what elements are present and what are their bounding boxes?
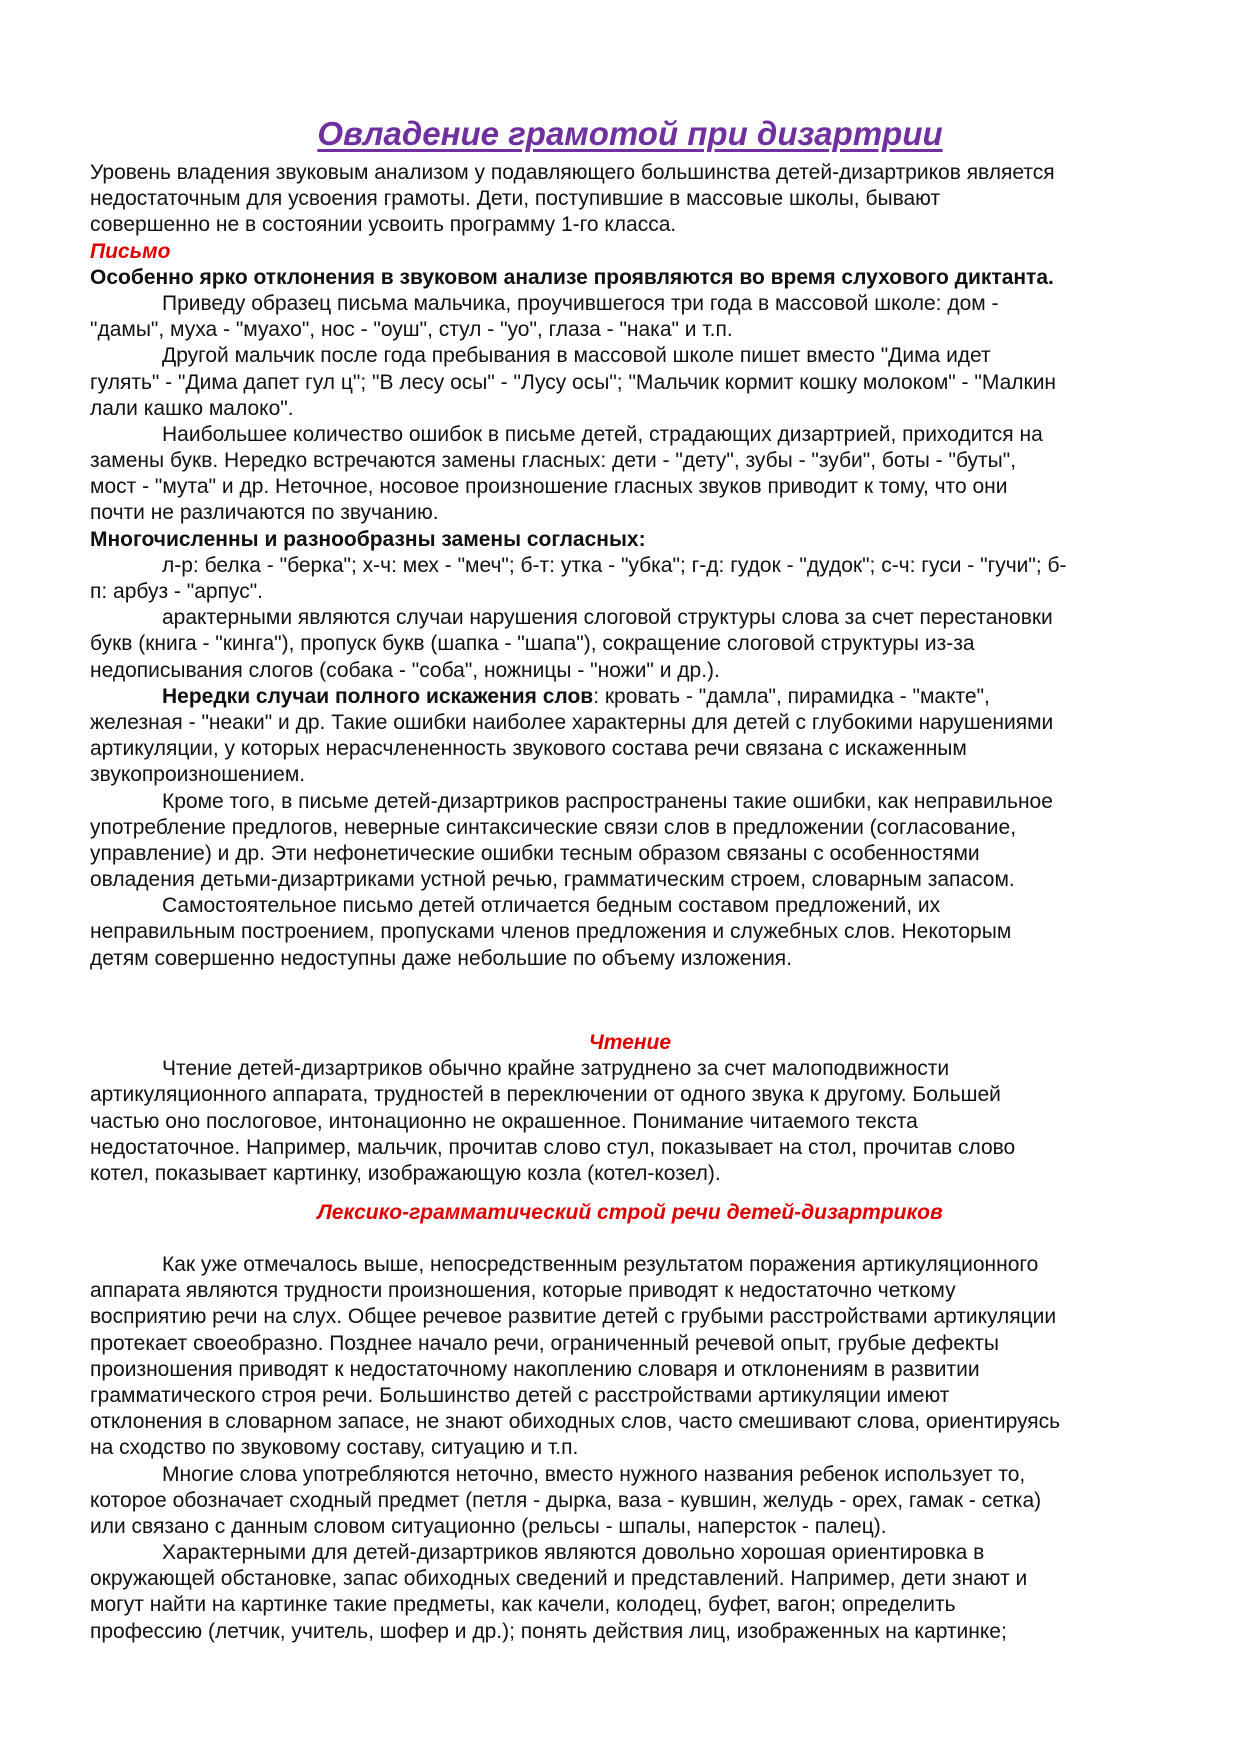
- text-line: недописывания слогов (собака - "соба", ножницы - "ножи" и др.).: [90, 658, 720, 682]
- text-line: на сходство по звуковому составу, ситуацию и т.п.: [90, 1436, 579, 1460]
- text-line: или связано с данным словом ситуационно (рельсы - шпалы, наперсток - палец).: [90, 1514, 887, 1538]
- text-line: Кроме того, в письме детей-дизартриков распространены такие ошибки, как неправильное: [162, 789, 1053, 813]
- text-line: артикуляции, у которых нерасчлененность звукового состава речи связана с искаженным: [90, 737, 967, 761]
- text-line: Приведу образец письма мальчика, проучившегося три года в массовой школе: дом -: [162, 291, 999, 315]
- text-line: произношения приводят к недостаточному накоплению словаря и отклонениям в развитии: [90, 1357, 980, 1381]
- text-line: частью оно послоговое, интонационно не окрашенное. Понимание читаемого текста: [90, 1109, 918, 1133]
- text-line: управление) и др. Эти нефонетические ошибки тесным образом связаны с особенностями: [90, 841, 980, 865]
- text-line: букв (книга - "кинга"), пропуск букв (шапка - "шапа"), сокращение слоговой структуры из-за: [90, 632, 975, 656]
- lexical-body: [90, 1252, 1190, 1645]
- text-line: грамматического строя речи. Большинство детей с расстройствами артикуляции имеют: [90, 1383, 950, 1407]
- text-line: совершенно не в состоянии усвоить программу 1-го класса.: [90, 213, 677, 237]
- text-line: Многие слова употребляются неточно, вместо нужного названия ребенок использует то,: [162, 1462, 1026, 1486]
- text-line: лали кашко малоко".: [90, 396, 294, 420]
- text-line: недостаточное. Например, мальчик, прочитав слово стул, показывает на стол, прочитав слово: [90, 1135, 1016, 1159]
- section-heading-lexical: Лексико-грамматический строй речи детей-дизартриков: [317, 1201, 943, 1224]
- writing-lead: Особенно ярко отклонения в звуковом анализе проявляются во время слухового диктанта.: [90, 265, 1054, 289]
- text-fragment: : кровать - "дамла", пирамидка - "макте",: [593, 684, 990, 708]
- section-heading-reading: Чтение: [588, 1031, 672, 1054]
- page-title: Овладение грамотой при дизартрии: [317, 115, 943, 152]
- text-line: Другой мальчик после года пребывания в массовой школе пишет вместо "Дима идет: [162, 344, 991, 368]
- text-line: железная - "неаки" и др. Такие ошибки наиболее характерны для детей с глубокими нарушениями: [90, 710, 1054, 734]
- text-line: которое обозначает сходный предмет (петля - дырка, ваза - кувшин, желудь - орех, гамак - сетка): [90, 1488, 1042, 1512]
- section-heading-writing: Письмо: [90, 239, 171, 263]
- text-line: окружающей обстановке, запас обиходных сведений и представлений. Например, дети знают и: [90, 1567, 1028, 1591]
- text-line: мост - "мута" и др. Неточное, носовое произношение гласных звуков приводит к тому, что они: [90, 475, 1008, 499]
- text-line: [90, 684, 1190, 710]
- text-line: употребление предлогов, неверные синтаксические связи слов в предложении (согласование,: [90, 815, 1017, 839]
- text-line: Как уже отмечалось выше, непосредственным результатом поражения артикуляционного: [162, 1253, 1039, 1276]
- text-line: "дамы", муха - "муахо", нос - "оуш", стул - "уо", глаза - "нака" и т.п.: [90, 318, 733, 342]
- text-line: л-р: белка - "берка"; х-ч: мех - "меч"; б-т: утка - "убка"; г-д: гудок - "дудок"; с-ч: гуси - "гучи"; б-: [162, 553, 1067, 577]
- consonants-lead: Многочисленны и разнообразны замены согласных:: [90, 527, 646, 551]
- text-line: могут найти на картинке такие предметы, как качели, колодец, буфет, вагон; определить: [90, 1593, 956, 1617]
- text-line: аппарата являются трудности произношения, которые приводят к недостаточно четкому: [90, 1279, 956, 1303]
- text-line: замены букв. Нередко встречаются замены гласных: дети - "дету", зубы - "зуби", боты - "буты",: [90, 449, 1017, 473]
- text-line: Уровень владения звуковым анализом у подавляющего большинства детей-дизартриков является: [90, 161, 1055, 184]
- text-line: котел, показывает картинку, изображающую козла (котел-козел).: [90, 1161, 721, 1185]
- text-line: отклонения в словарном запасе, не знают обиходных слов, часто смешивают слова, ориентируясь: [90, 1410, 1061, 1434]
- intro-paragraph: [90, 160, 1190, 239]
- text-line: Характерными для детей-дизартриков являются довольно хорошая ориентировка в: [162, 1541, 985, 1565]
- section-writing: [90, 239, 1190, 972]
- text-line: протекает своеобразно. Позднее начало речи, ограниченный речевой опыт, грубые дефекты: [90, 1331, 1000, 1355]
- text-line: артикуляционного аппарата, трудностей в переключении от одного звука к другому. Большей: [90, 1083, 1001, 1107]
- text-line: Самостоятельное письмо детей отличается бедным составом предложений, их: [162, 894, 941, 918]
- text-line: арактерными являются случаи нарушения слоговой структуры слова за счет перестановки: [162, 606, 1053, 630]
- text-line: недостаточным для усвоения грамоты. Дети, поступившие в массовые школы, бывают: [90, 187, 941, 211]
- text-line: неправильным построением, пропусками членов предложения и служебных слов. Некоторым: [90, 920, 1012, 944]
- text-line: п: арбуз - "арпус".: [90, 580, 263, 604]
- text-line: профессию (летчик, учитель, шофер и др.); понять действия лиц, изображенных на картинке;: [90, 1619, 1007, 1643]
- text-line: почти не различаются по звучанию.: [90, 501, 439, 525]
- section-lexical: [90, 1200, 1190, 1226]
- text-line: овладения детьми-дизартриками устной речью, грамматическим строем, словарным запасом.: [90, 868, 1015, 892]
- text-line: Чтение детей-дизартриков обычно крайне затруднено за счет малоподвижности: [162, 1057, 950, 1081]
- distortion-lead: Нередки случаи полного искажения слов: [162, 684, 594, 708]
- text-line: детям совершенно недоступны даже небольшие по объему изложения.: [90, 946, 793, 970]
- text-line: звукопроизношением.: [90, 763, 306, 787]
- section-reading: [90, 1030, 1190, 1187]
- text-line: гулять" - "Дима дапет гул ц"; "В лесу осы" - "Лусу осы"; "Мальчик кормит кошку молоком" - "Малкин: [90, 370, 1057, 394]
- text-line: восприятию речи на слух. Общее речевое развитие детей с грубыми расстройствами артикуляции: [90, 1305, 1057, 1329]
- text-line: Наибольшее количество ошибок в письме детей, страдающих дизартрией, приходится на: [162, 422, 1043, 446]
